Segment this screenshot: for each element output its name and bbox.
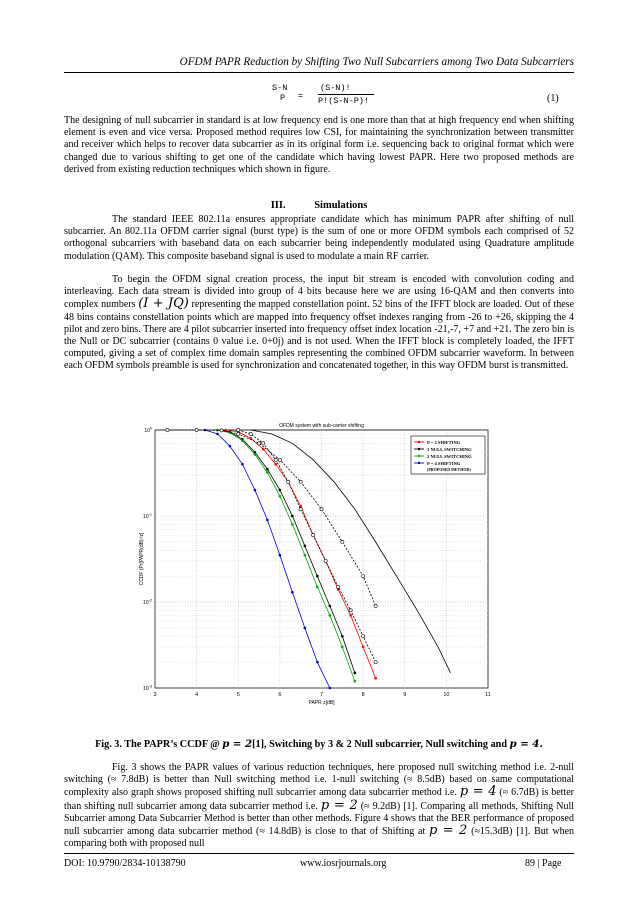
footer-rule: [64, 853, 574, 854]
section-heading: [64, 200, 574, 211]
x-tick-label: 6: [278, 692, 282, 698]
footer-website: www.iosrjournals.org: [300, 858, 387, 869]
paragraph-results: [64, 762, 574, 850]
equation-1: [270, 83, 380, 115]
x-tick-label: 8: [361, 692, 365, 698]
legend-marker: [418, 462, 420, 464]
series-point: [312, 533, 315, 536]
series-point: [262, 442, 265, 445]
series-point: [254, 489, 257, 492]
series-point: [354, 672, 357, 675]
series-point: [274, 458, 277, 461]
series-point: [341, 646, 344, 649]
series-point: [266, 519, 269, 522]
p4-text2: (≈ 6.7dB) is better than shifting null subcarrier among data subcarrier method i.e.: [64, 787, 574, 812]
series-point: [329, 687, 332, 690]
series-point: [349, 609, 352, 612]
eq-numerator: (S-N)!: [320, 83, 351, 93]
series-point: [216, 433, 219, 436]
series-point: [354, 680, 357, 683]
ccdf-chart: [133, 420, 508, 720]
series-point: [279, 554, 282, 557]
series-point: [166, 428, 169, 431]
legend-label: 3 NULL SWITCHING: [427, 446, 472, 452]
p4-math1: p = 4: [459, 784, 497, 800]
caption-math2: p = 4.: [509, 738, 543, 750]
p3-text1: To begin the OFDM signal creation process, the input bit stream is encoded with convolution coding and interleaving. Each data stream is divided into group of 4 bits because here we are using 16-QAM and then converts into complex numbers: [64, 274, 574, 311]
caption-math1: p = 2: [222, 738, 253, 750]
x-tick-label: 5: [236, 692, 240, 698]
section-title: Simulations: [314, 200, 368, 211]
series-point: [241, 439, 244, 442]
y-tick-label: $10^0$: [144, 426, 152, 434]
eq-lhs-bottom: P: [280, 93, 286, 103]
y-tick-label: $10^{-1}$: [143, 512, 152, 520]
series-point: [278, 458, 281, 461]
series-point: [320, 508, 323, 511]
figure-caption: [64, 738, 574, 750]
p4-math3: p = 2: [429, 823, 468, 839]
legend-marker: [418, 441, 420, 443]
series-point: [329, 605, 332, 608]
series-point: [237, 428, 240, 431]
series-point: [304, 627, 307, 630]
paragraph-standard: The standard IEEE 802.11a ensures appropriate candidate which has minimum PAPR after shifting of null subcarrier. An 802.11a OFDM carrier signal (burst type) is the sum of one or more OFDM symbols each comprised of 52 orthogonal subcarriers with baseband data on each subcarrier being independently modulated using Quadrature amplitude modulation (QAM). This composite baseband signal is used to modulate a main RF carrier.: [64, 214, 574, 262]
series-point: [341, 635, 344, 638]
series-point: [241, 463, 244, 466]
header-rule: [64, 72, 574, 73]
series-point: [257, 442, 260, 445]
chart-title: OFDM system with sub-carrier shifting: [279, 423, 364, 429]
y-tick-label: $10^{-3}$: [143, 684, 152, 692]
series-point: [362, 646, 365, 649]
series-point: [299, 508, 302, 511]
series-point: [324, 559, 327, 562]
series-point: [337, 585, 340, 588]
series-point: [266, 468, 269, 471]
legend-label: 2 NULL SWITCHING: [427, 453, 472, 459]
eq-equals: =: [298, 91, 304, 101]
section-number: III.: [270, 200, 286, 211]
series-point: [195, 428, 198, 431]
series-point: [299, 480, 302, 483]
series-point: [362, 635, 365, 638]
series-point: [291, 523, 294, 526]
p4-math2: p = 2: [320, 797, 358, 813]
legend-label: P = 2 SHIFTING: [427, 439, 461, 445]
x-tick-label: 4: [195, 692, 199, 698]
series-point: [341, 540, 344, 543]
x-tick-label: 9: [403, 692, 407, 698]
x-tick-label: 3: [153, 692, 157, 698]
series-point: [279, 495, 282, 498]
x-axis-label: PAPR z[dB]: [308, 700, 335, 706]
series-point: [262, 448, 265, 451]
legend-label: P = 4 SHIFTING: [427, 460, 461, 466]
y-axis-label: CCDF (Pr[PAPR(dB)>z]: [139, 532, 145, 586]
paragraph-process: [64, 274, 574, 373]
legend-note: (PROPOSED METHOD): [427, 467, 471, 472]
paragraph-intro: The designing of null subcarrier in standard is at low frequency end is one more than that at high frequency end when shifting element is even and vice versa. Proposed method requires low CSI, for maintaining the synchronization between transmitter and receiver which helps to recover data subcarrier as in its original form i.e. sequencing back to original format which were changed due to various shifting to get one of the candidate which having lowest PAPR. Here two proposed methods are derived from existing reduction techniques which shown in figure.: [64, 115, 574, 175]
series-point: [374, 604, 377, 607]
series-point: [266, 471, 269, 474]
p3-text2: representing the mapped constellation point. 52 bins of the IFFT block are loaded. Out of these 48 bins contains constellation points which are mapped into frequency offset indexes ranging from -26 to +26, skipping the 4 pilot and zero bins. There are 4 pilot subcarrier inserted into frequency offset index location -21,-7, +7 and +21. The zero bin is the Null or DC subcarrier (contains 0 value i.e. 0+0j) and is not used. When the IFFT block is completely loaded, the IFFT computed, giving a set of complex time domain samples representing the combined OFDM subcarrier waveform. In between each OFDM symbols preamble is used for synchronization and concatenated together, in this way OFDM burst is transmitted.: [64, 299, 575, 372]
x-tick-label: 11: [485, 692, 491, 698]
running-header: OFDM PAPR Reduction by Shifting Two Null Subcarriers among Two Data Subcarriers: [179, 56, 574, 68]
series-point: [316, 586, 319, 589]
equation-number: (1): [547, 93, 559, 104]
series-point: [304, 545, 307, 548]
series-point: [287, 480, 290, 483]
series-point: [316, 575, 319, 578]
series-point: [374, 677, 377, 680]
series-point: [237, 432, 240, 435]
series-point: [316, 661, 319, 664]
series-point: [254, 453, 257, 456]
series-point: [229, 445, 232, 448]
ccdf-figure: [133, 420, 508, 720]
legend-marker: [418, 448, 420, 450]
series-point: [291, 591, 294, 594]
y-tick-label: $10^{-2}$: [143, 598, 152, 606]
x-tick-label: 7: [319, 692, 324, 698]
eq-fraction-bar: [318, 94, 374, 95]
legend-marker: [418, 455, 420, 457]
eq-denominator: P!(S-N-P)!: [318, 96, 370, 106]
series-point: [274, 463, 277, 466]
series-point: [362, 575, 365, 578]
series-point: [374, 661, 377, 664]
footer-page: 89 | Page: [525, 858, 562, 869]
series-point: [304, 554, 307, 557]
footer-doi: DOI: 10.9790/2834-10138790: [64, 858, 186, 869]
p4-text3: (≈ 9.2dB) [1]. Comparing all methods, Shifting Null Subcarrier among Data Subcarrier Method is better than other methods. Figure 4 shows that the BER performance of proposed null subcarrier among data subcarrier method (≈ 14.8dB) is close to that of Shifting at: [64, 800, 575, 838]
p4-text4: (≈15.3dB) [1]. But when comparing both with proposed null: [64, 826, 575, 850]
series-point: [329, 614, 332, 617]
x-tick-label: 10: [443, 692, 450, 698]
series-point: [349, 614, 352, 617]
p3-math: (I + JQ): [138, 296, 189, 312]
caption-text1: Fig. 3. The PAPR’s CCDF @: [95, 739, 220, 750]
eq-lhs-top: S-N: [272, 83, 288, 93]
series-point: [279, 489, 282, 492]
p4-text1: Fig. 3 shows the PAPR values of various reduction techniques, here proposed null switching method i.e. 2-null switching (≈ 7.8dB) is better than Null switching method i.e. 1-null switching (≈ 8.5dB) based on same computational complexity also graph shows proposed shifting null subcarrier among data subcarrier method i.e.: [64, 762, 574, 799]
series-point: [291, 515, 294, 518]
series-point: [249, 432, 252, 435]
caption-text2: [1], Switching by 3 & 2 Null subcarrier, Null switching and: [252, 739, 507, 750]
series-point: [220, 429, 223, 432]
